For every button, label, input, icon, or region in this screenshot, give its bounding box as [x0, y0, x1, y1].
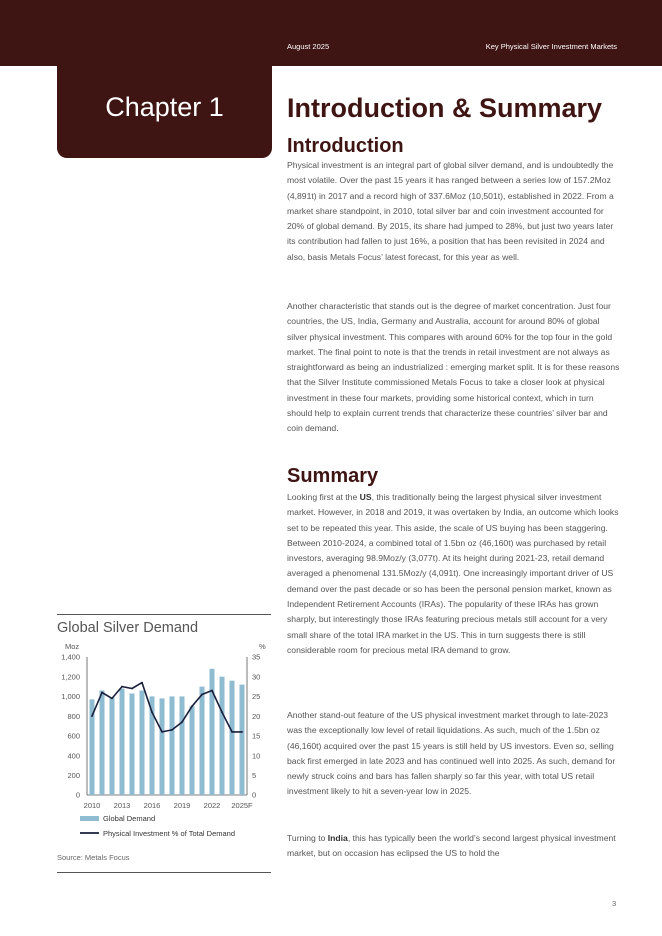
chart-top-rule: [57, 614, 271, 615]
bar-global-demand: [120, 689, 125, 795]
introduction-heading: Introduction: [287, 135, 404, 157]
chart-bottom-rule: [57, 872, 271, 873]
header-date: August 2025: [287, 42, 330, 51]
bar-global-demand: [110, 697, 115, 795]
bar-global-demand: [170, 696, 175, 795]
bar-global-demand: [190, 706, 195, 795]
bar-global-demand: [230, 681, 235, 795]
chart-source: Source: Metals Focus: [57, 853, 130, 862]
right-tick-label: 25: [252, 692, 261, 702]
header-report-title: Key Physical Silver Investment Markets: [485, 42, 617, 51]
x-tick-label: 2010: [83, 801, 101, 810]
point-physical-investment-share: [101, 692, 103, 694]
bar-global-demand: [130, 693, 135, 795]
x-tick-label: 2025F: [231, 801, 253, 810]
x-tick-label: 2013: [113, 801, 131, 810]
point-physical-investment-share: [181, 721, 183, 723]
point-physical-investment-share: [211, 690, 213, 692]
bar-global-demand: [220, 677, 225, 795]
page-number: 3: [612, 899, 617, 908]
point-physical-investment-share: [171, 729, 173, 731]
right-axis-unit: %: [259, 642, 266, 651]
legend-label-physical-investment: Physical Investment % of Total Demand: [103, 829, 236, 838]
right-tick-label: 10: [252, 751, 261, 761]
point-physical-investment-share: [231, 731, 233, 733]
left-tick-label: 600: [67, 731, 80, 741]
bar-global-demand: [100, 691, 105, 795]
point-physical-investment-share: [161, 731, 163, 733]
bar-global-demand: [140, 691, 145, 795]
bar-global-demand: [200, 687, 205, 795]
point-physical-investment-share: [91, 715, 93, 717]
left-tick-label: 1,200: [61, 672, 80, 682]
introduction-paragraph-1: Physical investment is an integral part of global silver demand, and is undoubtedly the most volatile. Over the past 15 years it has ranged between a series low of 157.2Moz (4,891t) in 2017 and a record high of 337.6Moz (10,501t), established in 2022. From a market share standpoint, in 2010, total silver bar and coin investment accounted for 20% of global demand. By 2015, its share had jumped to 28%, but just two years later its contribution had fallen to just 16%, a position that has been revisited in 2024 and also, basis Metals Focus’ latest forecast, for this year as well.: [287, 160, 614, 262]
point-physical-investment-share: [141, 682, 143, 684]
legend-label-global-demand: Global Demand: [103, 814, 156, 823]
global-silver-demand-chart: [57, 640, 271, 845]
left-tick-label: 1,000: [61, 692, 80, 702]
point-physical-investment-share: [111, 698, 113, 700]
point-physical-investment-share: [201, 694, 203, 696]
left-tick-label: 400: [67, 751, 80, 761]
right-tick-label: 5: [252, 770, 257, 780]
point-physical-investment-share: [241, 731, 243, 733]
left-tick-label: 0: [75, 790, 80, 800]
right-tick-label: 20: [252, 711, 261, 721]
point-physical-investment-share: [191, 705, 193, 707]
left-tick-label: 1,400: [61, 652, 80, 662]
left-tick-label: 200: [67, 770, 80, 780]
right-tick-label: 30: [252, 672, 261, 682]
bar-global-demand: [160, 698, 165, 795]
summary-paragraph-1: Looking first at the US, this traditionally being the largest physical silver investment market. However, in 2018 and 2019, it was overtaken by India, an outcome which looks set to be repeated this year. This aside, the scale of US buying has been staggering. Between 2010-2024, a combined total of 1.5bn oz (46,160t) was purchased by retail investors, averaging 98.9Moz/y (3,077t). At its height during 2021-23, retail demand averaged a phenomenal 131.5Moz/y (4,091t). One increasingly important driver of US demand over the past decade or so has been the personal pension market, known as Independent Retirement Accounts (IRAs). The popularity of these IRAs has grown sharply, but interestingly those IRAs featuring precious metals still account for a very small share of the total IRA market in the US. This in turn suggests there is still considerable room for precious metal IRA demand to grow.: [287, 492, 619, 655]
bar-global-demand: [210, 669, 215, 795]
point-physical-investment-share: [151, 711, 153, 713]
bar-global-demand: [240, 685, 245, 795]
point-physical-investment-share: [221, 711, 223, 713]
summary-heading: Summary: [287, 465, 379, 487]
summary-paragraph-2: Another stand-out feature of the US physical investment market through to late-2023 was the exceptionally low level of retail liquidations. As such, much of the 1.5bn oz (46,160t) acquired over the past 15 years is still held by US investors. Even so, selling back first emerged in late 2023 and has continued well into 2025. As such, demand for newly struck coins and bars has fallen sharply so far this year, with total US retail investment likely to hit a seven-year low in 2025.: [287, 710, 616, 797]
right-tick-label: 35: [252, 652, 261, 662]
introduction-paragraph-2: Another characteristic that stands out is the degree of market concentration. Just four countries, the US, India, Germany and Australia, account for around 80% of global silver physical investment. This compares with around 60% for the top four in the gold market. The final point to note is that the trends in retail investment are not always as straightforward as being an industrialized : emerging market split. It is for these reasons that the Silver Institute commissioned Metals Focus to take a closer look at physical investment in these four markets, providing some historical context, which in turn should help to explain current trends that characterize these countries’ silver bar and coin demand.: [287, 301, 620, 434]
india-label: India: [327, 833, 348, 843]
bar-global-demand: [180, 696, 185, 795]
x-tick-label: 2022: [203, 801, 221, 810]
top-banner: [0, 0, 662, 66]
point-physical-investment-share: [121, 686, 123, 688]
left-axis-unit: Moz: [65, 642, 80, 651]
point-physical-investment-share: [131, 688, 133, 690]
left-tick-label: 800: [67, 711, 80, 721]
summary-paragraph-3: Turning to India, this has typically been the world’s second largest physical investment market, but on occasion has eclipsed the US to hold the: [287, 833, 616, 859]
right-tick-label: 0: [252, 790, 257, 800]
x-tick-label: 2016: [143, 801, 161, 810]
right-tick-label: 15: [252, 731, 261, 741]
legend-swatch-global-demand: [80, 816, 99, 821]
page-title: Introduction & Summary: [287, 93, 603, 123]
chart-title: Global Silver Demand: [57, 620, 199, 636]
chapter-label: Chapter 1: [105, 92, 224, 122]
chapter-tab: [57, 66, 272, 158]
x-tick-label: 2019: [173, 801, 191, 810]
us-label: US: [359, 492, 372, 502]
